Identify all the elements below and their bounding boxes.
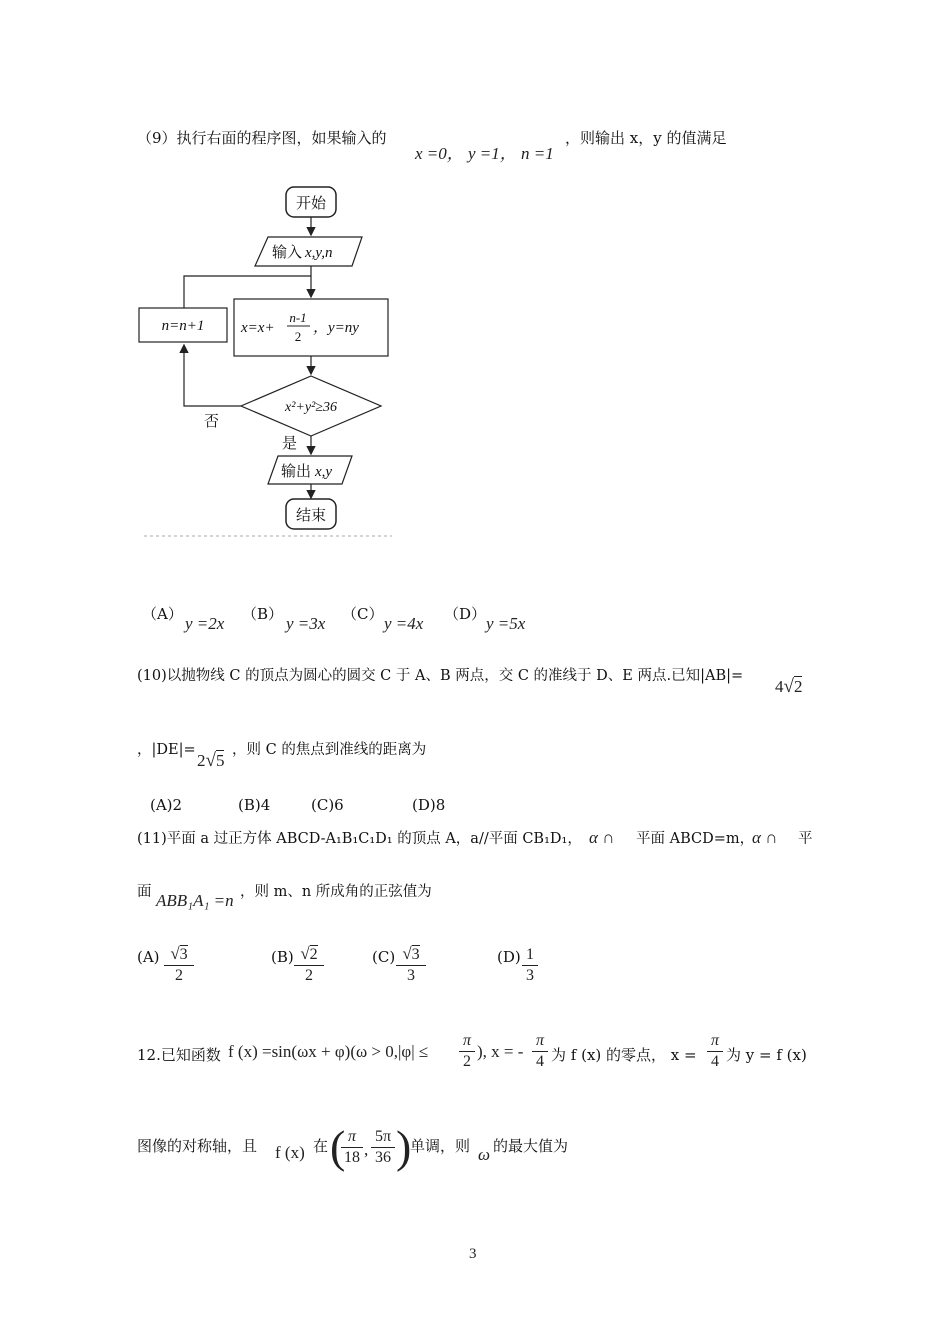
q9-tail: ，则输出 x，y 的值满足 bbox=[565, 129, 727, 147]
q10-line2-pre: ，|DE|= bbox=[137, 742, 196, 758]
q12-lead: 12.已知函数 bbox=[137, 1046, 221, 1064]
flow-start-text: 开始 bbox=[295, 194, 327, 212]
q12-line2-post: 的最大值为 bbox=[493, 1137, 569, 1155]
q11-option-a-label: (A) bbox=[137, 948, 160, 966]
flow-assign-num: n-1 bbox=[289, 310, 307, 325]
flow-cond: x²+y²≥36 bbox=[285, 400, 337, 415]
q12-half-pi: π 2 bbox=[459, 1032, 475, 1071]
flow-loop-text: n=n+1 bbox=[161, 318, 205, 334]
q11-cap1: α ∩ bbox=[589, 828, 615, 847]
flow-end-text: 结束 bbox=[295, 506, 327, 524]
q12-int-comma: , bbox=[364, 1140, 369, 1159]
q12-quarter-pi-2: π 4 bbox=[707, 1032, 723, 1071]
q9-option-c-label: （C） bbox=[342, 605, 384, 623]
q11-line2-pre: 面 bbox=[137, 884, 152, 900]
q12-quarter-pi-1: π 4 bbox=[532, 1032, 548, 1071]
q10-line2-post: ，则 C 的焦点到准线的距离为 bbox=[232, 742, 427, 758]
q9-option-b-label: （B） bbox=[242, 605, 284, 623]
q10-ab-radicand: 2 bbox=[793, 677, 803, 696]
q10-option-c: (C)6 bbox=[311, 796, 344, 814]
q11-line1: (11)平面 a 过正方体 ABCD-A₁B₁C₁D₁ 的顶点 A，a//平面 CB₁D₁， bbox=[137, 831, 582, 847]
q12-int-left: π 18 bbox=[341, 1128, 363, 1167]
q11-option-d-value: 1 3 bbox=[522, 946, 538, 985]
q11-option-b-value: √2 2 bbox=[294, 944, 324, 985]
q10-ab-value: 4√2 bbox=[775, 676, 803, 697]
q10-de-coef: 2 bbox=[197, 751, 206, 770]
q9-option-d-label: （D） bbox=[444, 605, 487, 623]
q12-axis-text: 为 y = f (x) bbox=[726, 1046, 807, 1064]
q11-mid1: 平面 ABCD=m， bbox=[636, 831, 755, 847]
flow-yes-label: 是 bbox=[282, 434, 298, 452]
q12-left-paren: ( bbox=[330, 1121, 346, 1172]
q10-option-d: (D)8 bbox=[412, 796, 446, 814]
q12-omega: ω bbox=[478, 1145, 491, 1164]
q11-line2-expr: ABB₁A₁ =n bbox=[156, 891, 234, 910]
q9-option-b-expr: y =3x bbox=[286, 614, 326, 633]
q12-zero-text: 为 f (x) 的零点， x = bbox=[551, 1046, 697, 1064]
q12-line2-pre: 图像的对称轴，且 bbox=[137, 1137, 258, 1155]
q12-line2-in: 在 bbox=[313, 1137, 329, 1155]
q10-option-a: (A)2 bbox=[150, 796, 183, 814]
q10-de-value: 2√5 bbox=[197, 750, 225, 771]
q11-option-b-label: (B) bbox=[271, 948, 294, 966]
q12-line2-mid: 单调，则 bbox=[410, 1137, 471, 1155]
q12-mid: ), x = - bbox=[477, 1042, 524, 1061]
page-number: 3 bbox=[469, 1246, 477, 1262]
q9-lead: （9）执行右面的程序图，如果输入的 bbox=[137, 129, 387, 147]
q9-option-a-label: （A） bbox=[142, 605, 183, 623]
q10-de-radicand: 5 bbox=[215, 751, 225, 770]
q11-option-c-label: (C) bbox=[372, 948, 396, 966]
q11-option-c-value: √3 3 bbox=[396, 944, 426, 985]
flow-assign-y: ，y=ny bbox=[313, 320, 359, 336]
flow-output-vars: x,y bbox=[315, 464, 333, 480]
q11-cap2: α ∩ bbox=[752, 828, 778, 847]
q12-func: f (x) =sin(ωx + φ)(ω > 0,|φ| ≤ bbox=[228, 1042, 429, 1061]
flowchart bbox=[130, 180, 400, 545]
q12-int-right: 5π 36 bbox=[371, 1128, 395, 1167]
q9-option-d-expr: y =5x bbox=[486, 614, 526, 633]
q10-option-b: (B)4 bbox=[238, 796, 271, 814]
q10-line1: (10)以抛物线 C 的顶点为圆心的圆交 C 于 A、B 两点，交 C 的准线于 D、E 两点.已知|AB|= bbox=[137, 668, 744, 684]
flow-output-prefix: 输出 bbox=[281, 462, 312, 480]
q12-line2-f: f (x) bbox=[275, 1143, 305, 1162]
q11-end1: 平 bbox=[798, 831, 813, 847]
q10-ab-coef: 4 bbox=[775, 677, 784, 696]
flow-assign-x: x=x+ bbox=[241, 320, 275, 336]
q11-option-d-label: (D) bbox=[497, 948, 521, 966]
q12-right-paren: ) bbox=[396, 1121, 412, 1172]
flow-input-vars: x,y,n bbox=[305, 245, 333, 261]
q11-line2-post: ，则 m、n 所成角的正弦值为 bbox=[240, 884, 432, 900]
q9-option-a-expr: y =2x bbox=[185, 614, 225, 633]
q9-option-c-expr: y =4x bbox=[384, 614, 424, 633]
q9-inputs: x =0， y =1， n =1 bbox=[415, 144, 554, 163]
flow-no-label: 否 bbox=[204, 412, 220, 430]
flow-assign-den: 2 bbox=[294, 329, 302, 344]
q11-option-a-value: √3 2 bbox=[164, 944, 194, 985]
flow-input-prefix: 输入 bbox=[272, 243, 303, 261]
